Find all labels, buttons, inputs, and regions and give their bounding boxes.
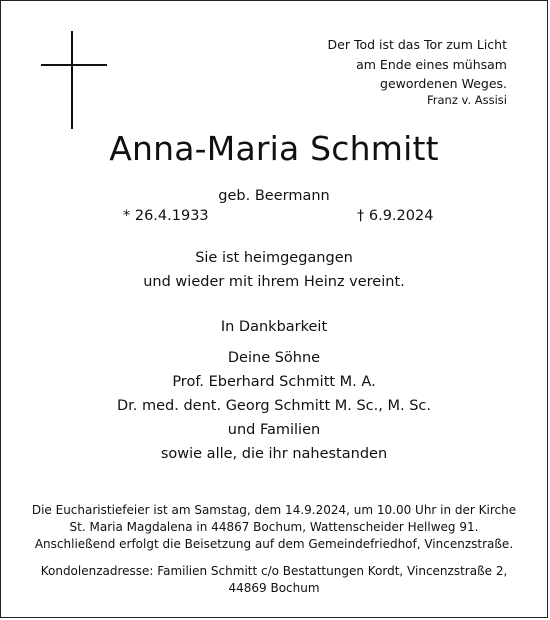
mourner-line: und Familien (227, 422, 321, 438)
birth-date: * 26.4.1933 (123, 208, 209, 224)
quote-line: gewordenen Weges. (380, 76, 507, 91)
birth-name: geb. Beermann (218, 188, 330, 204)
service-info (1, 502, 547, 552)
mourners (1, 346, 547, 466)
service-line: St. Maria Magdalena in 44867 Bochum, Wattenscheider Hellweg 91. (69, 519, 479, 534)
mourner-line: Dr. med. dent. Georg Schmitt M. Sc., M. Sc. (117, 398, 431, 414)
cross-icon (41, 31, 107, 129)
quote-line: am Ende eines mühsam (356, 56, 507, 72)
quote-line: Der Tod ist das Tor zum Licht (327, 37, 507, 52)
gratitude-line: In Dankbarkeit (220, 319, 328, 335)
mourner-line: Deine Söhne (227, 350, 321, 366)
deceased-name: Anna-Maria Schmitt (109, 129, 439, 168)
condolence-line: Kondolenzadresse: Familien Schmitt c/o Bestattungen Kordt, Vincenzstraße 2, (40, 564, 508, 578)
death-date: † 6.9.2024 (357, 208, 434, 224)
service-line: Die Eucharistiefeier ist am Samstag, dem 14.9.2024, um 10.00 Uhr in der Kirche (31, 503, 517, 517)
quote (328, 35, 507, 94)
message-line: Sie ist heimgegangen (195, 250, 353, 266)
service-line: Anschließend erfolgt die Beisetzung auf dem Gemeindefriedhof, Vincenzstraße. (34, 536, 514, 551)
condolence-address (1, 563, 547, 597)
condolence-line: 44869 Bochum (228, 580, 320, 595)
quote-author: Franz v. Assisi (427, 93, 507, 107)
message-line: und wieder mit ihrem Heinz vereint. (143, 274, 405, 290)
message (1, 246, 547, 294)
mourner-line: Prof. Eberhard Schmitt M. A. (172, 374, 376, 390)
mourner-line: sowie alle, die ihr nahestanden (160, 446, 388, 462)
